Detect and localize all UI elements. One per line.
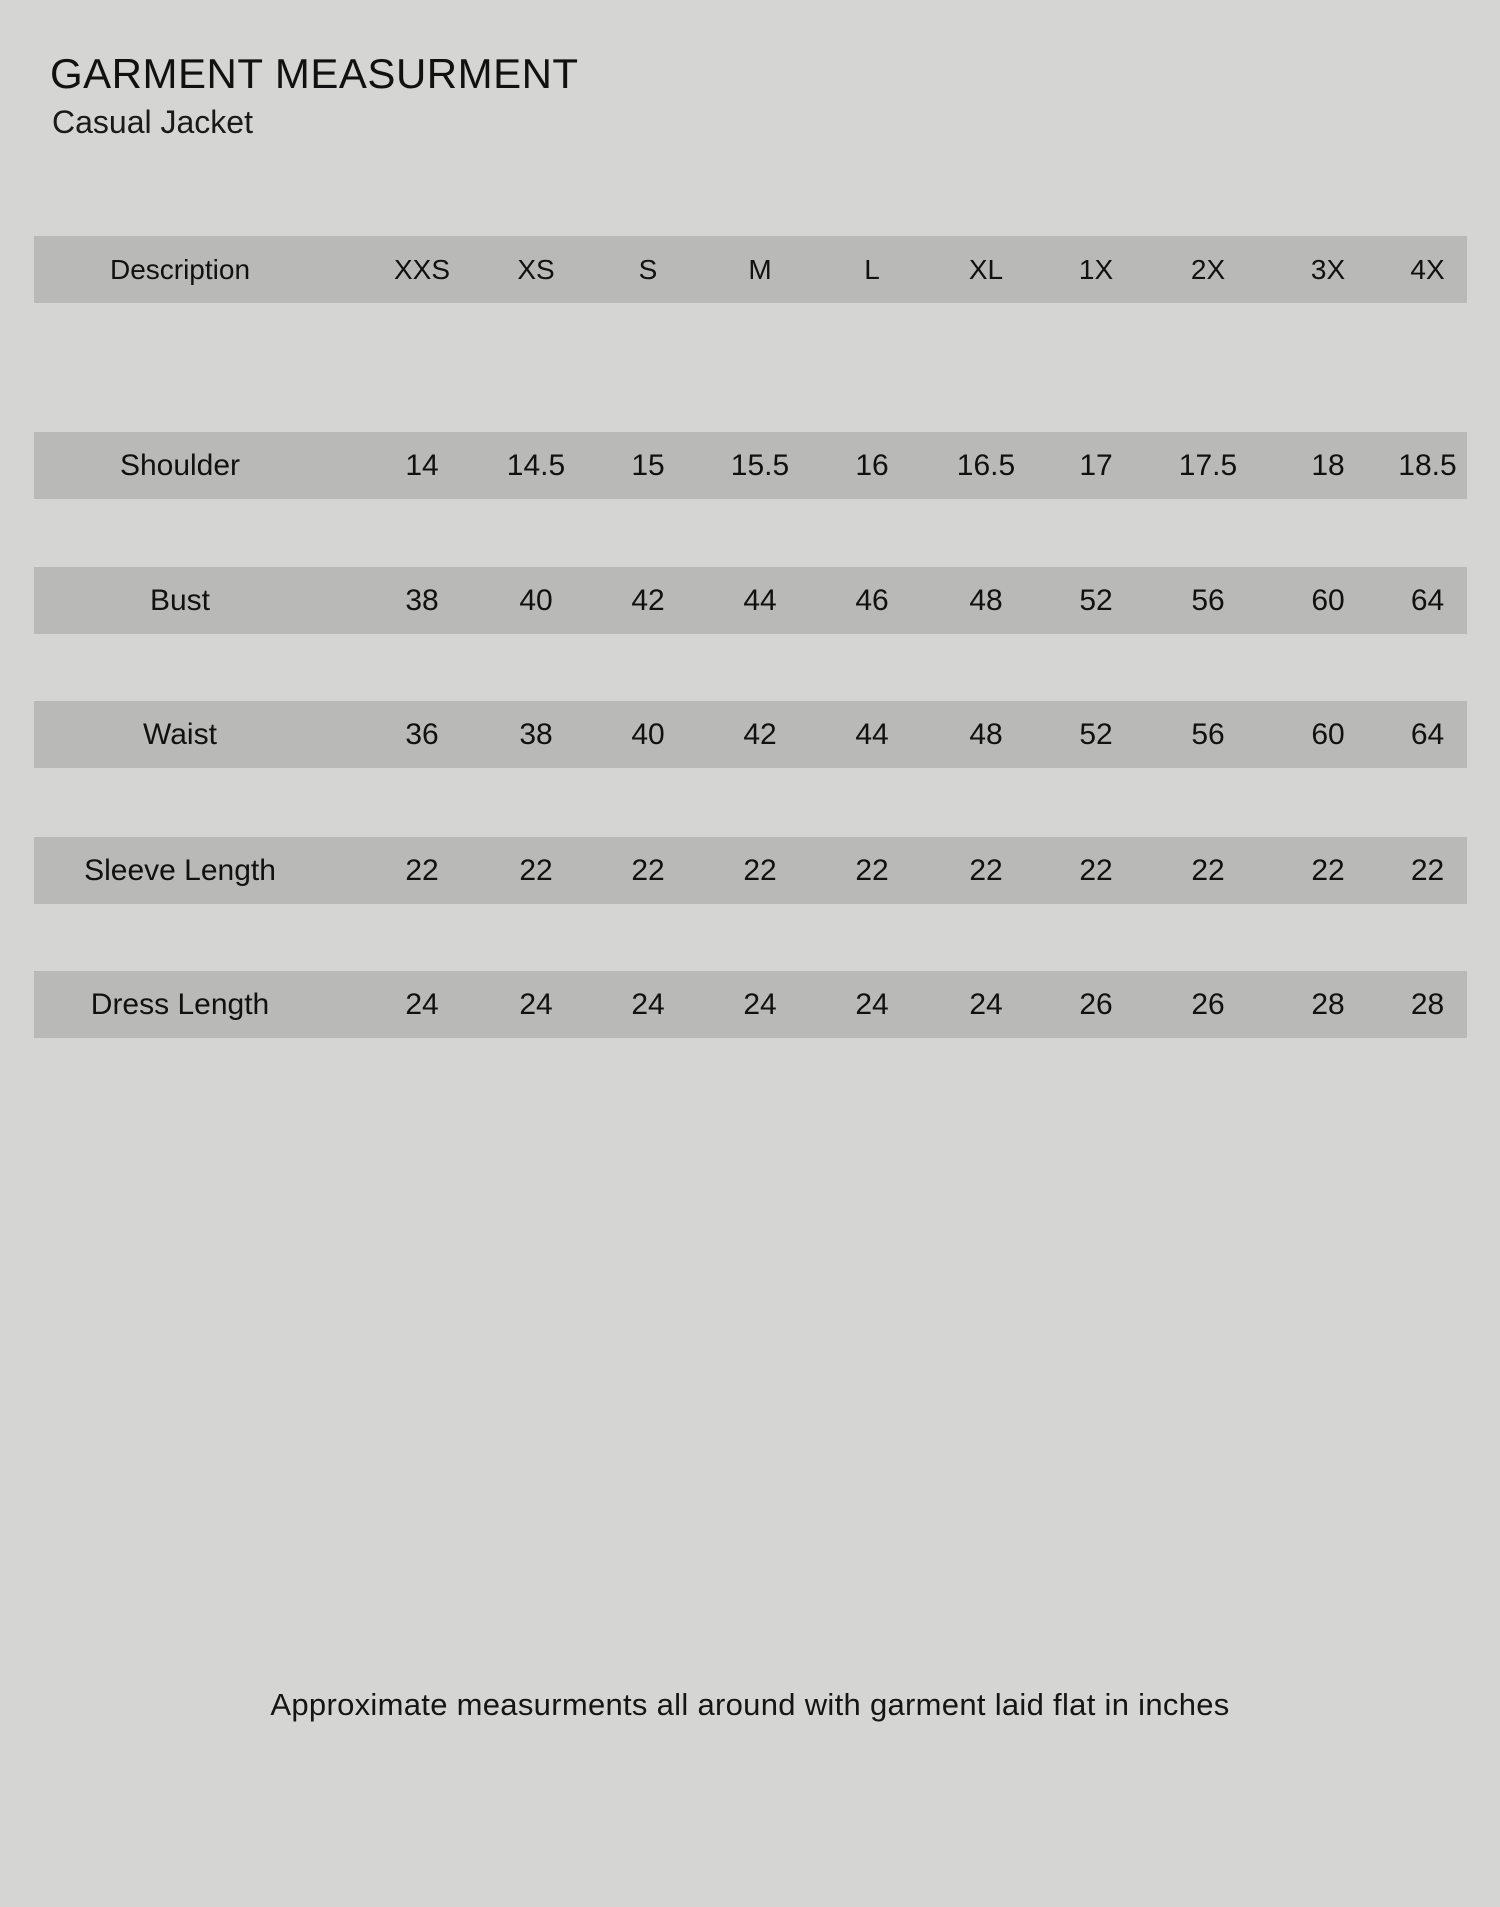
header-size-s: S	[638, 254, 658, 285]
table-cell: 18.5	[1398, 449, 1457, 482]
table-cell: 22	[631, 854, 665, 887]
table-cell: 24	[405, 988, 439, 1021]
table-cell: 64	[1410, 584, 1445, 617]
header-size-1x: 1X	[1078, 254, 1114, 285]
table-cell: 56	[1191, 584, 1225, 617]
footer-note: Approximate measurments all around with garment laid flat in inches	[270, 1687, 1230, 1722]
table-cell: 24	[631, 988, 665, 1021]
table-cell: 44	[743, 584, 777, 617]
header-size-2x: 2X	[1190, 254, 1226, 285]
table-cell: 24	[519, 988, 553, 1021]
page-title: GARMENT MEASURMENT	[50, 50, 579, 97]
table-cell: 60	[1311, 718, 1345, 751]
table-cell: 38	[519, 718, 553, 751]
header-size-3x: 3X	[1310, 254, 1346, 285]
header-size-m: M	[748, 254, 772, 285]
table-cell: 28	[1410, 988, 1445, 1021]
table-row-shoulder	[34, 432, 1467, 499]
table-cell: 16	[855, 449, 889, 482]
table-cell: 48	[969, 718, 1003, 751]
table-cell: 16.5	[956, 449, 1016, 482]
row-label: Sleeve Length	[84, 854, 276, 887]
table-cell: 46	[855, 584, 889, 617]
row-label: Dress Length	[90, 988, 270, 1021]
table-cell: 26	[1079, 988, 1113, 1021]
table-header-row	[34, 236, 1467, 303]
table-cell: 24	[969, 988, 1003, 1021]
table-cell: 48	[969, 584, 1003, 617]
table-cell: 52	[1079, 584, 1113, 617]
table-cell: 22	[1410, 854, 1445, 887]
table-cell: 22	[1311, 854, 1345, 887]
table-cell: 14	[405, 449, 439, 482]
table-cell: 18	[1311, 449, 1345, 482]
table-cell: 52	[1079, 718, 1113, 751]
row-label: Shoulder	[119, 449, 241, 482]
table-cell: 40	[631, 718, 665, 751]
table-cell: 38	[405, 584, 439, 617]
table-cell: 17.5	[1178, 449, 1238, 482]
table-cell: 44	[855, 718, 889, 751]
table-cell: 24	[743, 988, 777, 1021]
table-cell: 28	[1311, 988, 1345, 1021]
table-cell: 22	[855, 854, 889, 887]
header-size-xl: XL	[968, 254, 1004, 285]
table-cell: 22	[1079, 854, 1113, 887]
table-cell: 40	[519, 584, 553, 617]
table-cell: 14.5	[506, 449, 566, 482]
table-cell: 22	[519, 854, 553, 887]
table-cell: 15.5	[730, 449, 790, 482]
table-cell: 15	[631, 449, 665, 482]
header-size-xxs: XXS	[393, 254, 451, 285]
table-cell: 24	[855, 988, 889, 1021]
table-cell: 42	[743, 718, 777, 751]
table-cell: 17	[1079, 449, 1113, 482]
header-size-xs: XS	[517, 254, 555, 285]
table-cell: 26	[1191, 988, 1225, 1021]
table-cell: 22	[405, 854, 439, 887]
table-row-bust	[34, 567, 1467, 634]
header-size-4x: 4X	[1410, 254, 1445, 285]
header-size-l: L	[864, 254, 880, 285]
table-row-dress-length	[34, 971, 1467, 1038]
table-row-waist	[34, 701, 1467, 768]
row-label: Waist	[143, 718, 217, 751]
row-label: Bust	[149, 584, 211, 617]
table-cell: 22	[743, 854, 777, 887]
header-description-label: Description	[109, 254, 251, 285]
table-cell: 60	[1311, 584, 1345, 617]
table-cell: 64	[1410, 718, 1445, 751]
table-cell: 22	[969, 854, 1003, 887]
table-cell: 42	[631, 584, 665, 617]
page-subtitle: Casual Jacket	[52, 104, 253, 140]
table-row-sleeve-length	[34, 837, 1467, 904]
table-cell: 36	[405, 718, 439, 751]
table-cell: 56	[1191, 718, 1225, 751]
size-chart-table	[34, 0, 1467, 1907]
table-cell: 22	[1191, 854, 1225, 887]
